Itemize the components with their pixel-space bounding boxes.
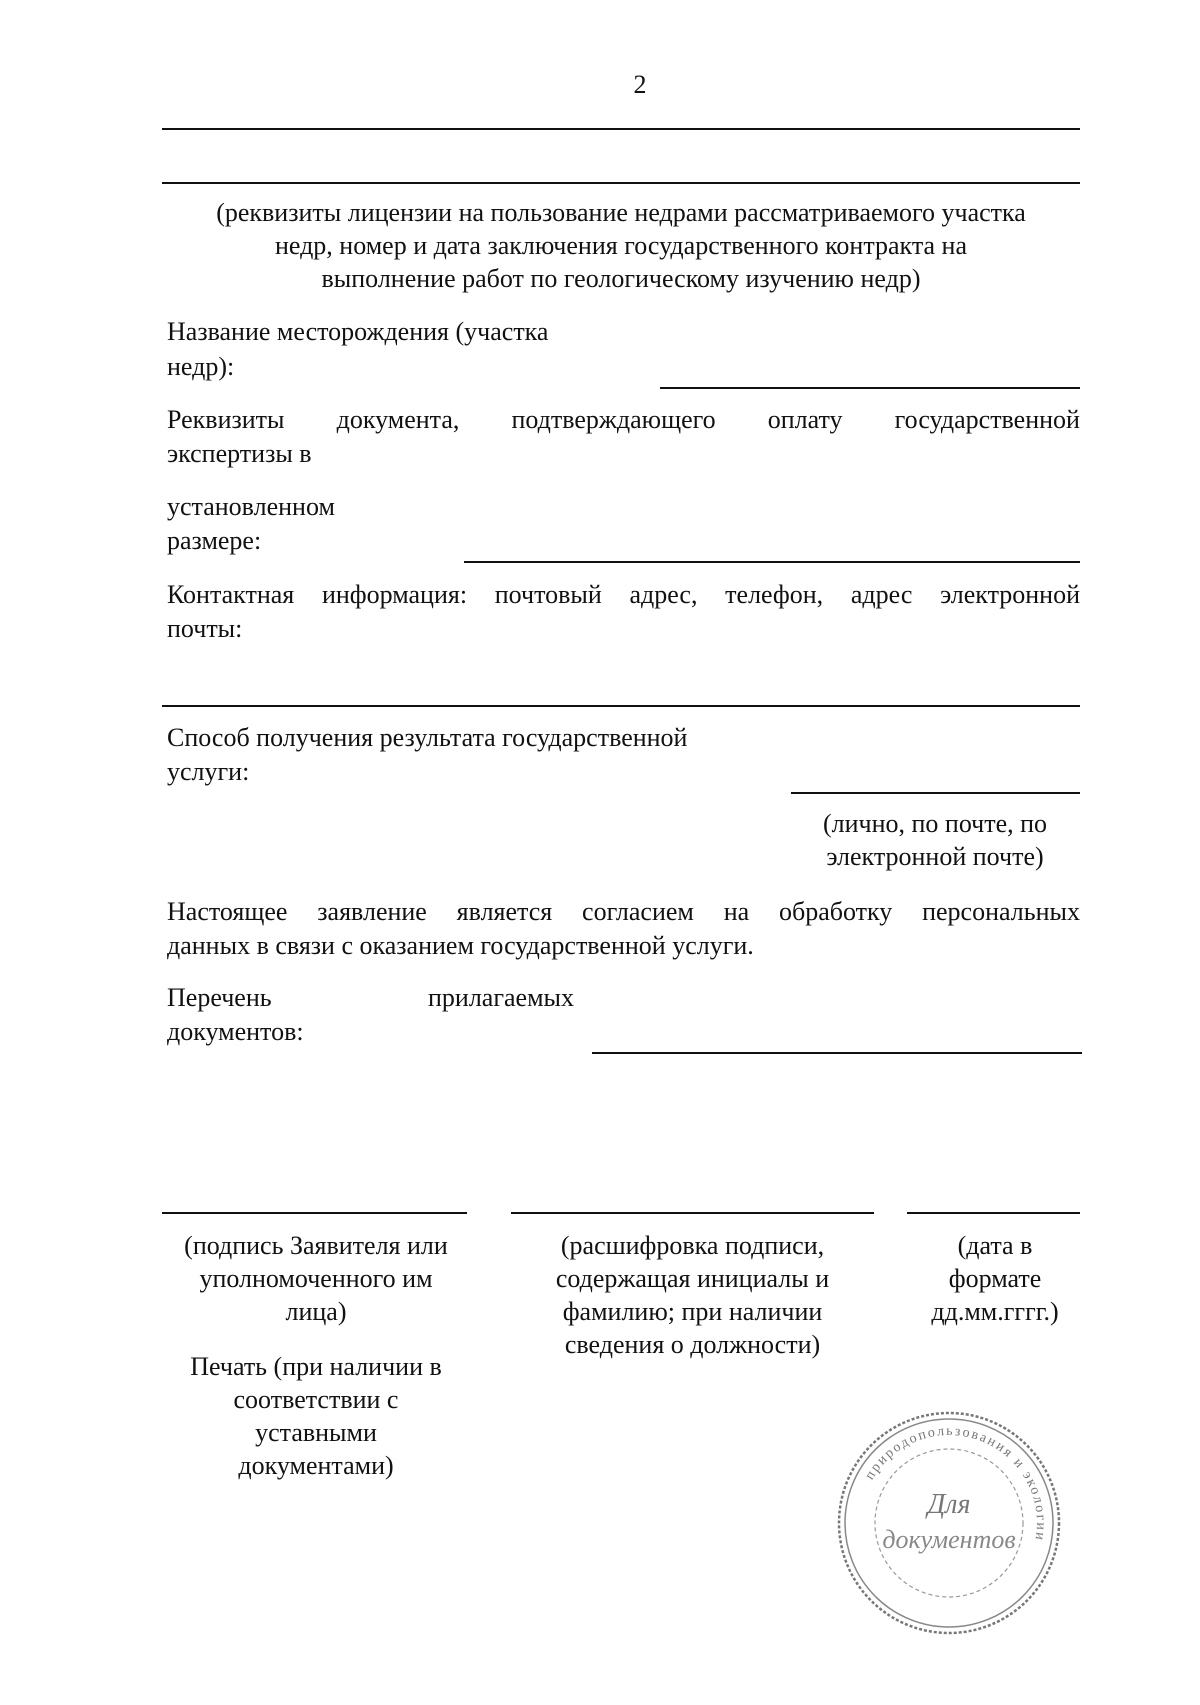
license-field-line-2 (162, 182, 1080, 184)
license-caption-line-2: недр, номер и дата заключения государственного контракта на (274, 231, 968, 260)
consent-word: согласием (582, 897, 694, 926)
date-caption-line: (дата в (957, 1231, 1033, 1260)
license-caption-line-1: (реквизиты лицензии на пользование недрами рассматриваемого участка (216, 198, 1026, 227)
decoding-caption-line: сведения о должности) (564, 1330, 821, 1359)
signature-caption-line: (подпись Заявителя или (184, 1231, 448, 1260)
signature-caption (156, 1229, 476, 1328)
official-stamp (834, 1408, 1064, 1638)
contact-word: информация: (321, 580, 468, 609)
result-method-caption-1: (лично, по почте, по (822, 809, 1048, 838)
result-method-label-cont: услуги: (167, 757, 250, 786)
page-number: 2 (633, 70, 647, 99)
svg-text:природопользования и экологии: природопользования и экологии (862, 1423, 1049, 1543)
payment-word: подтверждающего (511, 405, 716, 434)
contact-label-cont: почты: (167, 614, 243, 643)
contact-label (167, 578, 1080, 611)
contact-field (162, 705, 1080, 707)
payment-doc-label-cont2: установленном (167, 492, 335, 521)
payment-word: документа, (336, 405, 460, 434)
result-method-caption-2: электронной почте) (826, 842, 1044, 871)
date-caption-line: дд.мм.гггг.) (931, 1297, 1059, 1326)
signature-caption-line: лица) (285, 1297, 347, 1326)
seal-caption-line: уставными (255, 1418, 377, 1447)
contact-word: адрес, (629, 580, 698, 609)
consent-word: Настоящее (167, 897, 288, 926)
payment-doc-label (167, 403, 1080, 436)
date-caption-line: формате (948, 1264, 1042, 1293)
signature-caption-line: уполномоченного им (199, 1264, 433, 1293)
stamp-text-line-1: Для (927, 1489, 971, 1520)
decoding-field (511, 1212, 874, 1214)
contact-word: адрес (850, 580, 913, 609)
payment-word: Реквизиты (167, 405, 285, 434)
result-method-field (791, 792, 1080, 794)
deposit-name-label-cont: недр): (167, 352, 235, 381)
contact-word: Контактная (167, 580, 295, 609)
seal-caption-line: документами) (238, 1451, 394, 1480)
license-caption-line-3: выполнение работ по геологическому изучению недр) (321, 264, 921, 293)
payment-doc-field (464, 561, 1080, 563)
consent-word: обработку (778, 897, 893, 926)
seal-caption-line: соответствии с (233, 1385, 399, 1414)
decoding-caption-line: содержащая инициалы и (555, 1264, 830, 1293)
deposit-name-field (660, 387, 1080, 389)
contact-word: телефон, (725, 580, 824, 609)
consent-word: на (723, 897, 750, 926)
payment-doc-label-cont3: размере: (167, 526, 262, 555)
signature-field (162, 1212, 467, 1214)
result-method-label: Способ получения результата государственной (167, 723, 688, 752)
attachments-label-word2: прилагаемых (428, 983, 575, 1012)
attachments-field (592, 1052, 1082, 1054)
consent-text-cont: данных в связи с оказанием государственной услуги. (167, 931, 754, 960)
date-caption (900, 1229, 1090, 1328)
decoding-caption (515, 1229, 870, 1361)
consent-word: заявление (317, 897, 427, 926)
consent-word: персональных (922, 897, 1080, 926)
payment-doc-label-cont: экспертизы в (167, 439, 312, 468)
date-field (907, 1212, 1080, 1214)
payment-word: оплату (767, 405, 843, 434)
seal-caption-line: Печать (при наличии в (190, 1352, 442, 1381)
payment-word: государственной (894, 405, 1080, 434)
consent-text (167, 895, 1080, 928)
deposit-name-label: Название месторождения (участка (167, 317, 549, 346)
license-field-line-1 (162, 128, 1080, 130)
decoding-caption-line: (расшифровка подписи, (560, 1231, 825, 1260)
stamp-text-line-2: документов (882, 1525, 1016, 1554)
attachments-label-word1: Перечень (167, 983, 272, 1012)
consent-word: является (456, 897, 553, 926)
attachments-label-cont: документов: (167, 1017, 304, 1046)
contact-word: электронной (940, 580, 1080, 609)
decoding-caption-line: фамилию; при наличии (562, 1297, 823, 1326)
contact-word: почтовый (494, 580, 602, 609)
seal-caption (156, 1350, 476, 1482)
